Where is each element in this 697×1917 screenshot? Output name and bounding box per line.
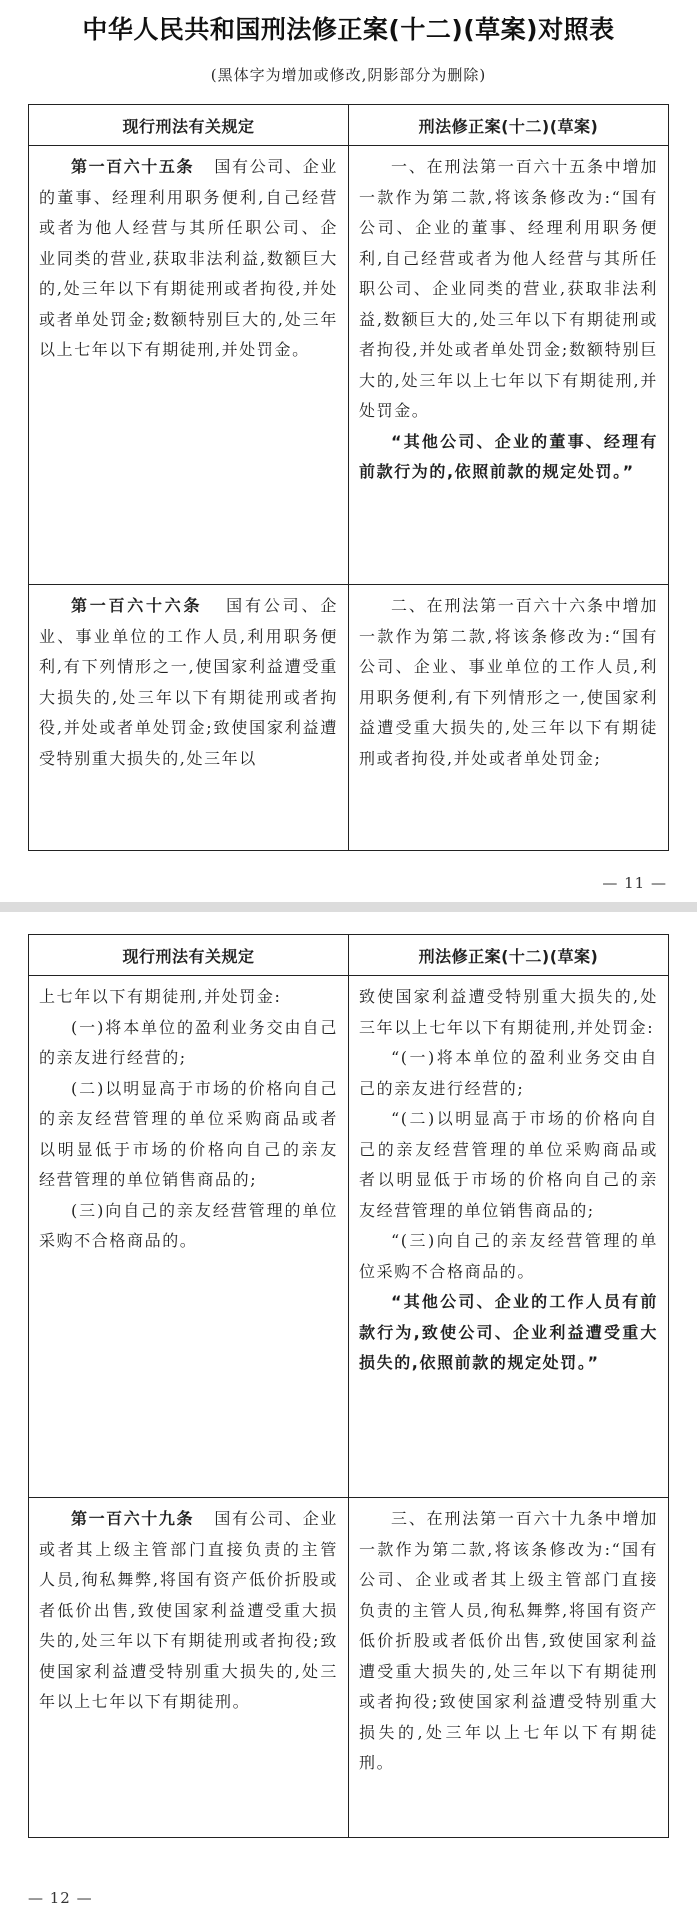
current-law-cell: [29, 976, 349, 1498]
column-header-current-law: 现行刑法有关规定: [29, 105, 349, 146]
current-law-cell: [29, 585, 349, 851]
amendment-cell: [349, 585, 669, 851]
page-gap: [0, 902, 697, 912]
amendment-text: 三、在刑法第一百六十九条中增加一款作为第二款,将该条修改为:“国有公司、企业或者其上级主管部门直接负责的主管人员,徇私舞弊,将国有资产低价折股或者低价出售,致使国家利益遭受重大损失的,处三年以下有期徒刑或者拘役;致使国家利益遭受特别重大损失的,处三年以上七年以下有期徒刑。: [359, 1509, 658, 1772]
document-title: 中华人民共和国刑法修正案(十二)(草案)对照表: [82, 15, 615, 44]
current-law-cell: [29, 1498, 349, 1838]
amendment-cell: [349, 1498, 669, 1838]
amendment-added-text: “其他公司、企业的工作人员有前款行为,致使公司、企业利益遭受重大损失的,依照前款的规定处罚。”: [359, 1292, 658, 1372]
column-header-amendment: 刑法修正案(十二)(草案): [349, 935, 669, 976]
page-12: [0, 912, 697, 1917]
page-number: — 11 —: [602, 874, 667, 892]
table-header-row: [29, 935, 669, 976]
article-text: 国有公司、企业、事业单位的工作人员,利用职务便利,有下列情形之一,使国家利益遭受重大损失的,处三年以下有期徒刑或者拘役,并处或者单处罚金;致使国家利益遭受特别重大损失的,处三年以: [39, 596, 338, 768]
table-row: [29, 585, 669, 851]
article-item: (三)向自己的亲友经营管理的单位采购不合格商品的。: [39, 1200, 338, 1250]
amendment-cell: [349, 146, 669, 585]
article-item: (二)以明显高于市场的价格向自己的亲友经营管理的单位采购商品或者以明显低于市场的价格向自己的亲友经营管理的单位销售商品的;: [39, 1078, 338, 1189]
amendment-cell: [349, 976, 669, 1498]
page-11: [0, 0, 697, 902]
amendment-text: 致使国家利益遭受特别重大损失的,处三年以上七年以下有期徒刑,并处罚金:: [359, 987, 658, 1037]
amendment-item: “(一)将本单位的盈利业务交由自己的亲友进行经营的;: [359, 1048, 658, 1098]
column-header-amendment: 刑法修正案(十二)(草案): [349, 105, 669, 146]
article-number: 第一百六十六条: [71, 596, 203, 615]
article-item: (一)将本单位的盈利业务交由自己的亲友进行经营的;: [39, 1017, 338, 1067]
table-row: [29, 146, 669, 585]
comparison-table-page-12: [28, 934, 669, 1838]
article-text: 国有公司、企业的董事、经理利用职务便利,自己经营或者为他人经营与其所任职公司、企业同类的营业,获取非法利益,数额巨大的,处三年以下有期徒刑或者拘役,并处或者单处罚金;数额特别巨大的,处三年以上七年以下有期徒刑,并处罚金。: [39, 157, 339, 359]
column-header-current-law: 现行刑法有关规定: [29, 935, 349, 976]
table-row: [29, 976, 669, 1498]
article-text: 上七年以下有期徒刑,并处罚金:: [39, 987, 282, 1006]
article-number: 第一百六十九条: [71, 1509, 195, 1528]
table-row: [29, 1498, 669, 1838]
amendment-text: 二、在刑法第一百六十六条中增加一款作为第二款,将该条修改为:“国有公司、企业、事业单位的工作人员,利用职务便利,有下列情形之一,使国家利益遭受重大损失的,处三年以下有期徒刑或者拘役,并处或者单处罚金;: [359, 596, 658, 768]
current-law-cell: [29, 146, 349, 585]
comparison-table-page-11: [28, 104, 669, 851]
amendment-text: 一、在刑法第一百六十五条中增加一款作为第二款,将该条修改为:“国有公司、企业的董事、经理利用职务便利,自己经营或者为他人经营与其所任职公司、企业同类的营业,获取非法利益,数额巨大的,处三年以下有期徒刑或者拘役,并处或者单处罚金;数额特别巨大的,处三年以上七年以下有期徒刑,并处罚金。: [359, 157, 658, 420]
document-subtitle: (黑体字为增加或修改,阴影部分为删除): [210, 66, 487, 84]
table-header-row: [29, 105, 669, 146]
page-number: — 12 —: [28, 1889, 93, 1907]
amendment-item: “(二)以明显高于市场的价格向自己的亲友经营管理的单位采购商品或者以明显低于市场的价格向自己的亲友经营管理的单位销售商品的;: [359, 1109, 658, 1220]
article-number: 第一百六十五条: [71, 157, 195, 176]
amendment-item: “(三)向自己的亲友经营管理的单位采购不合格商品的。: [359, 1231, 658, 1281]
amendment-added-text: “其他公司、企业的董事、经理有前款行为的,依照前款的规定处罚。”: [359, 431, 658, 481]
article-text: 国有公司、企业或者其上级主管部门直接负责的主管人员,徇私舞弊,将国有资产低价折股或者低价出售,致使国家利益遭受重大损失的,处三年以下有期徒刑或者拘役;致使国家利益遭受特别重大损失的,处三年以上七年以下有期徒刑。: [39, 1509, 339, 1711]
